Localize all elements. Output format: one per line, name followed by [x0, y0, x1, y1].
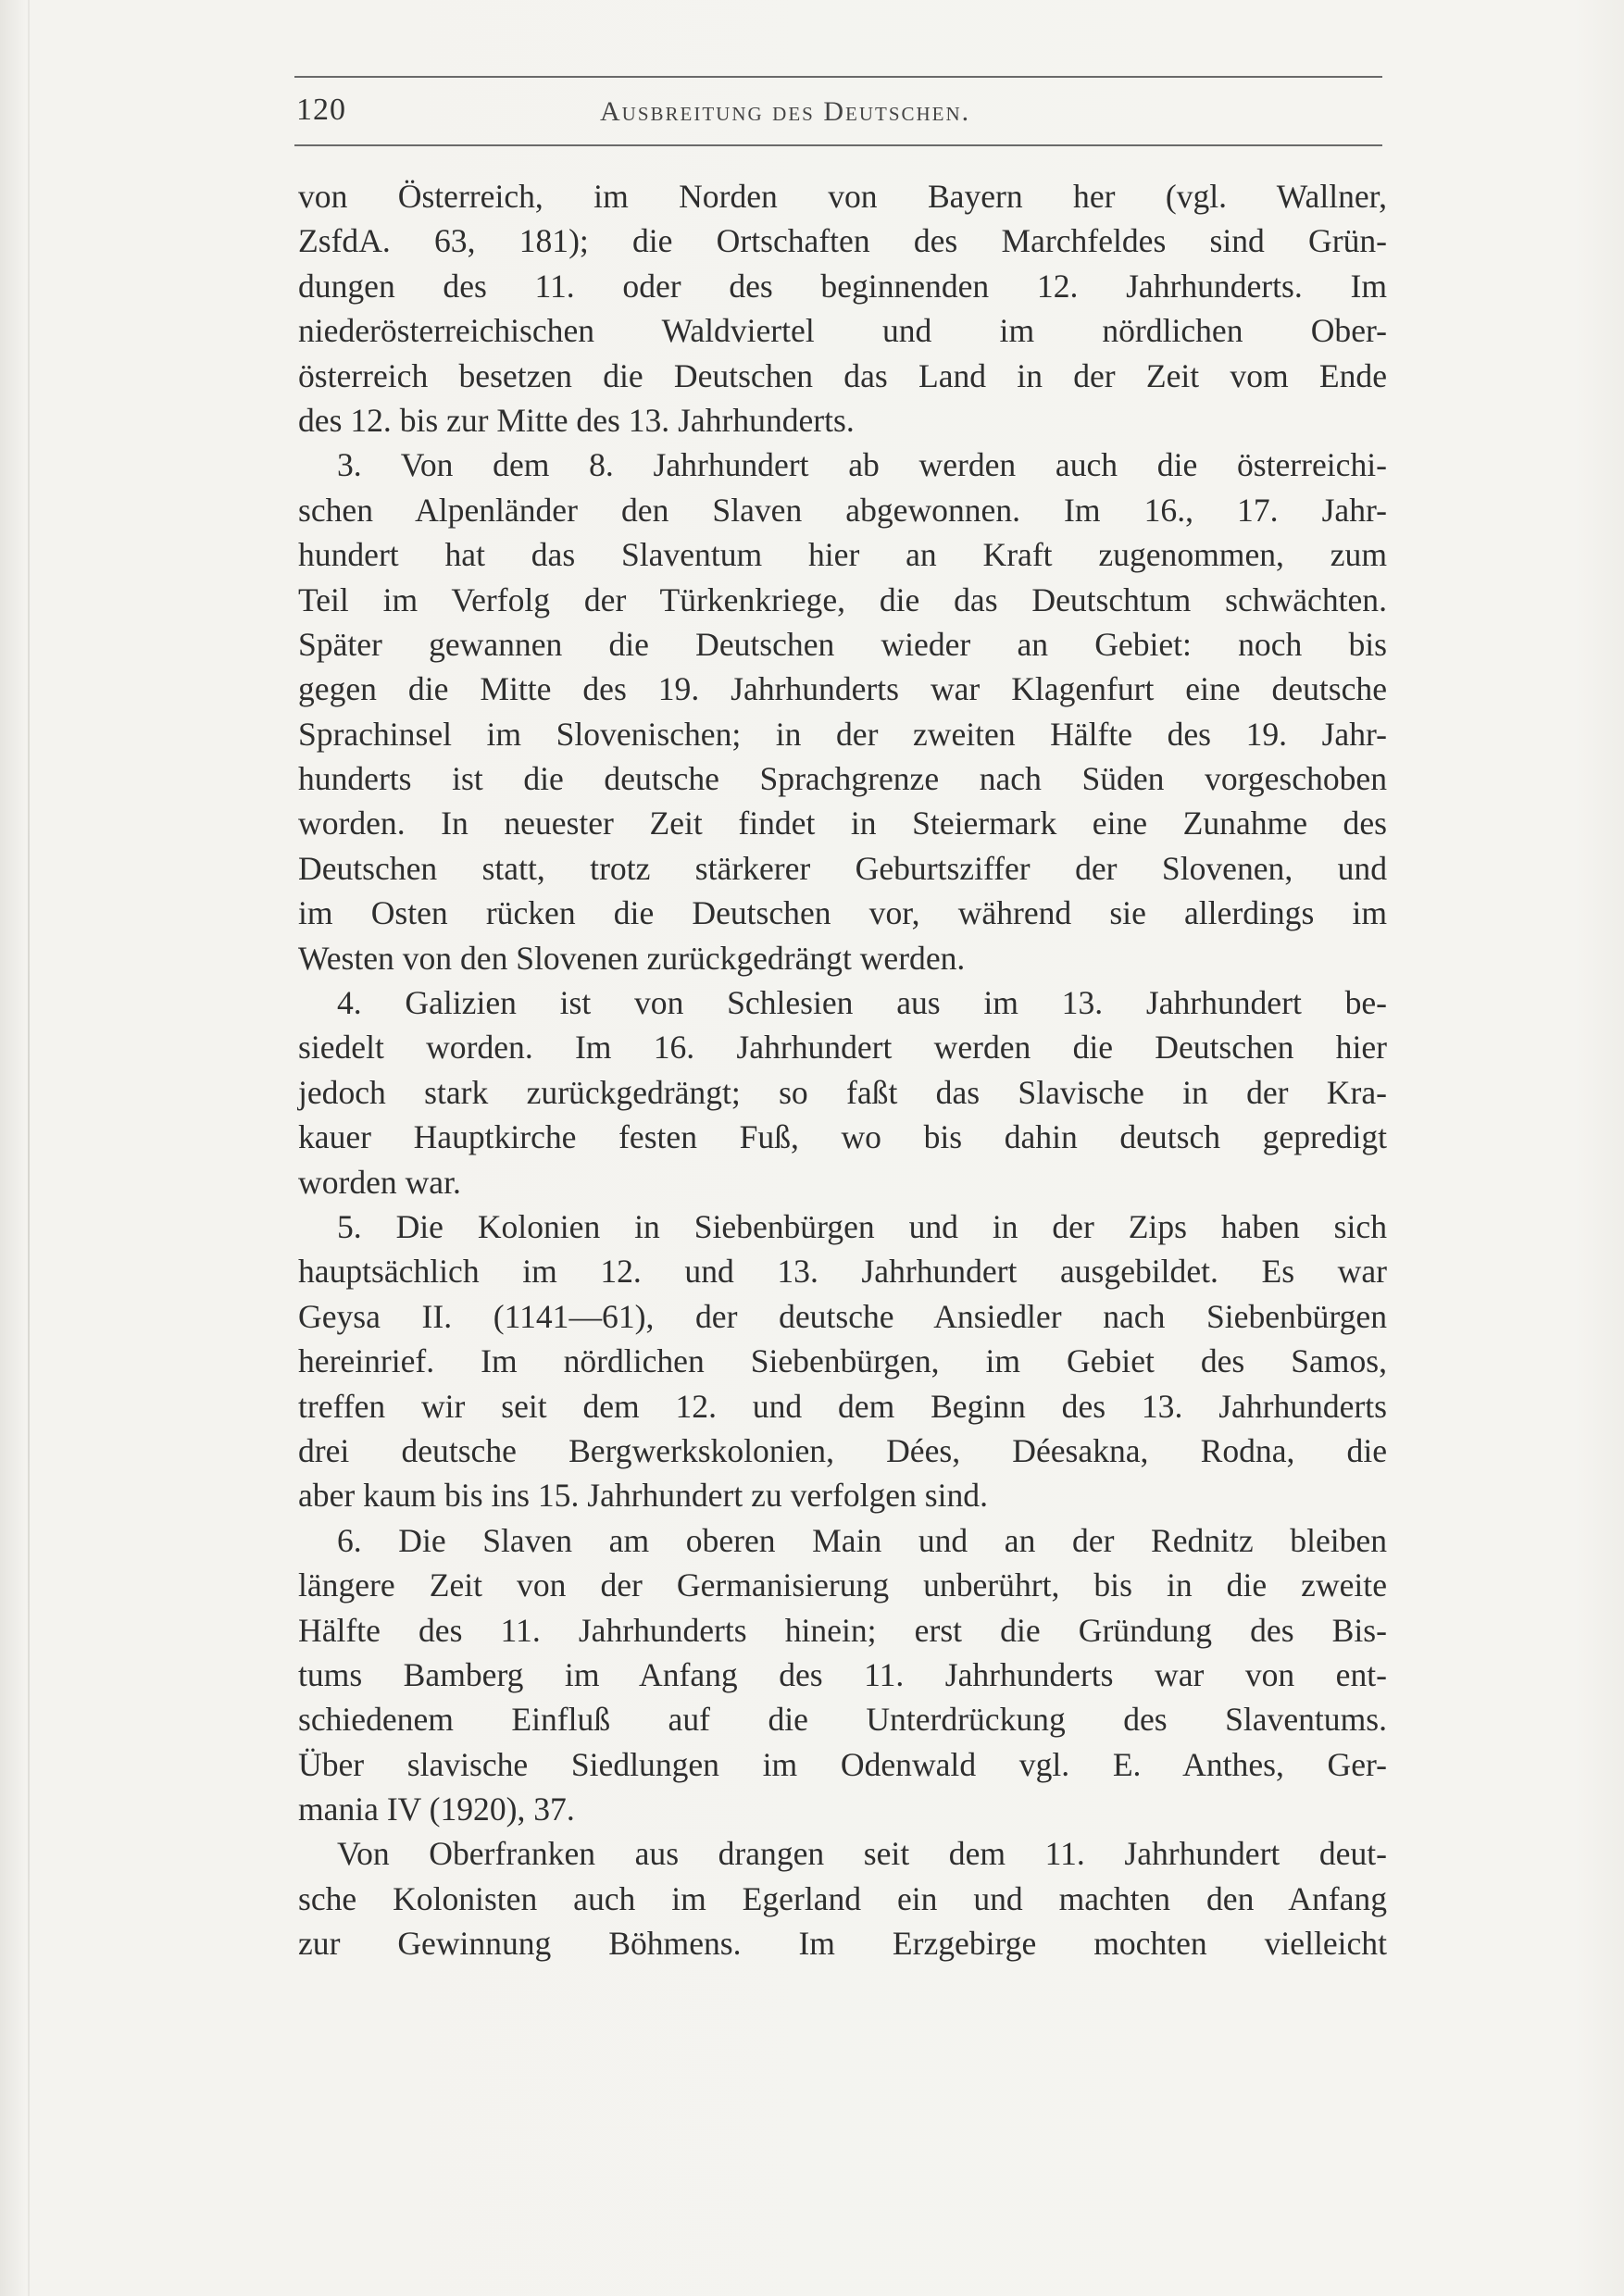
text-line: hereinrief. Im nördlichen Siebenbürgen, im Gebiet des Samos,	[298, 1342, 1387, 1380]
text-line: Deutschen statt, trotz stärkerer Geburtsziffer der Slovenen, und	[298, 849, 1387, 887]
text-line: Sprachinsel im Slovenischen; in der zweiten Hälfte des 19. Jahr-	[298, 715, 1387, 753]
text-line: zur Gewinnung Böhmens. Im Erzgebirge mochten vielleicht	[298, 1925, 1387, 1963]
header-rule-bottom	[294, 144, 1382, 146]
text-line: 5. Die Kolonien in Siebenbürgen und in der Zips haben sich	[337, 1207, 1387, 1245]
page-number: 120	[296, 93, 346, 127]
text-line: Hälfte des 11. Jahrhunderts hinein; erst die Gründung des Bis-	[298, 1611, 1387, 1649]
text-line: längere Zeit von der Germanisierung unberührt, bis in die zweite	[298, 1566, 1387, 1604]
text-line: Von Oberfranken aus drangen seit dem 11. Jahrhundert deut-	[337, 1835, 1387, 1873]
text-line: drei deutsche Bergwerkskolonien, Dées, Déesakna, Rodna, die	[298, 1431, 1387, 1469]
text-line: worden war.	[298, 1163, 461, 1201]
text-line: ZsfdA. 63, 181); die Ortschaften des Marchfeldes sind Grün-	[298, 222, 1387, 260]
header-rule-top	[294, 76, 1382, 78]
text-line: schen Alpenländer den Slaven abgewonnen. Im 16., 17. Jahr-	[298, 491, 1387, 529]
body-text	[298, 174, 1387, 1966]
text-line: österreich besetzen die Deutschen das Land in der Zeit vom Ende	[298, 356, 1387, 394]
text-line: hauptsächlich im 12. und 13. Jahrhundert ausgebildet. Es war	[298, 1253, 1387, 1291]
text-line: Teil im Verfolg der Türkenkriege, die das Deutschtum schwächten.	[298, 580, 1387, 618]
page-header	[294, 89, 1382, 135]
text-line: worden. In neuester Zeit findet in Steiermark eine Zunahme des	[298, 805, 1387, 842]
text-line: mania IV (1920), 37.	[298, 1791, 575, 1828]
text-line: Über slavische Siedlungen im Odenwald vgl. E. Anthes, Ger-	[298, 1745, 1387, 1783]
text-line: dungen des 11. oder des beginnenden 12. Jahrhunderts. Im	[298, 267, 1387, 305]
running-head: Ausbreitung des Deutschen.	[600, 96, 971, 127]
text-line: im Osten rücken die Deutschen vor, während sie allerdings im	[298, 894, 1387, 932]
text-line: kauer Hauptkirche festen Fuß, wo bis dahin deutsch gepredigt	[298, 1118, 1387, 1156]
text-line: sche Kolonisten auch im Egerland ein und machten den Anfang	[298, 1879, 1387, 1917]
text-line: hundert hat das Slaventum hier an Kraft zugenommen, zum	[298, 536, 1387, 574]
text-line: hunderts ist die deutsche Sprachgrenze nach Süden vorgeschoben	[298, 760, 1387, 798]
text-line: von Österreich, im Norden von Bayern her (vgl. Wallner,	[298, 178, 1387, 215]
text-line: gegen die Mitte des 19. Jahrhunderts war Klagenfurt eine deutsche	[298, 670, 1387, 708]
gutter-shadow	[28, 0, 30, 2296]
text-line: schiedenem Einfluß auf die Unterdrückung des Slaventums.	[298, 1701, 1387, 1739]
text-line: jedoch stark zurückgedrängt; so faßt das Slavische in der Kra-	[298, 1073, 1387, 1111]
text-line: niederösterreichischen Waldviertel und im nördlichen Ober-	[298, 312, 1387, 350]
text-line: Später gewannen die Deutschen wieder an Gebiet: noch bis	[298, 625, 1387, 663]
text-line: Geysa II. (1141—61), der deutsche Ansiedler nach Siebenbürgen	[298, 1297, 1387, 1335]
text-line: aber kaum bis ins 15. Jahrhundert zu verfolgen sind.	[298, 1477, 988, 1515]
text-line: 3. Von dem 8. Jahrhundert ab werden auch die österreichi-	[337, 446, 1387, 484]
text-line: tums Bamberg im Anfang des 11. Jahrhunderts war von ent-	[298, 1655, 1387, 1693]
text-line: 4. Galizien ist von Schlesien aus im 13. Jahrhundert be-	[337, 984, 1387, 1022]
text-line: siedelt worden. Im 16. Jahrhundert werden die Deutschen hier	[298, 1029, 1387, 1067]
text-line: treffen wir seit dem 12. und dem Beginn des 13. Jahrhunderts	[298, 1387, 1387, 1425]
text-line: des 12. bis zur Mitte des 13. Jahrhunderts.	[298, 401, 855, 439]
text-line: 6. Die Slaven am oberen Main und an der Rednitz bleiben	[337, 1521, 1387, 1559]
text-line: Westen von den Slovenen zurückgedrängt werden.	[298, 939, 966, 977]
